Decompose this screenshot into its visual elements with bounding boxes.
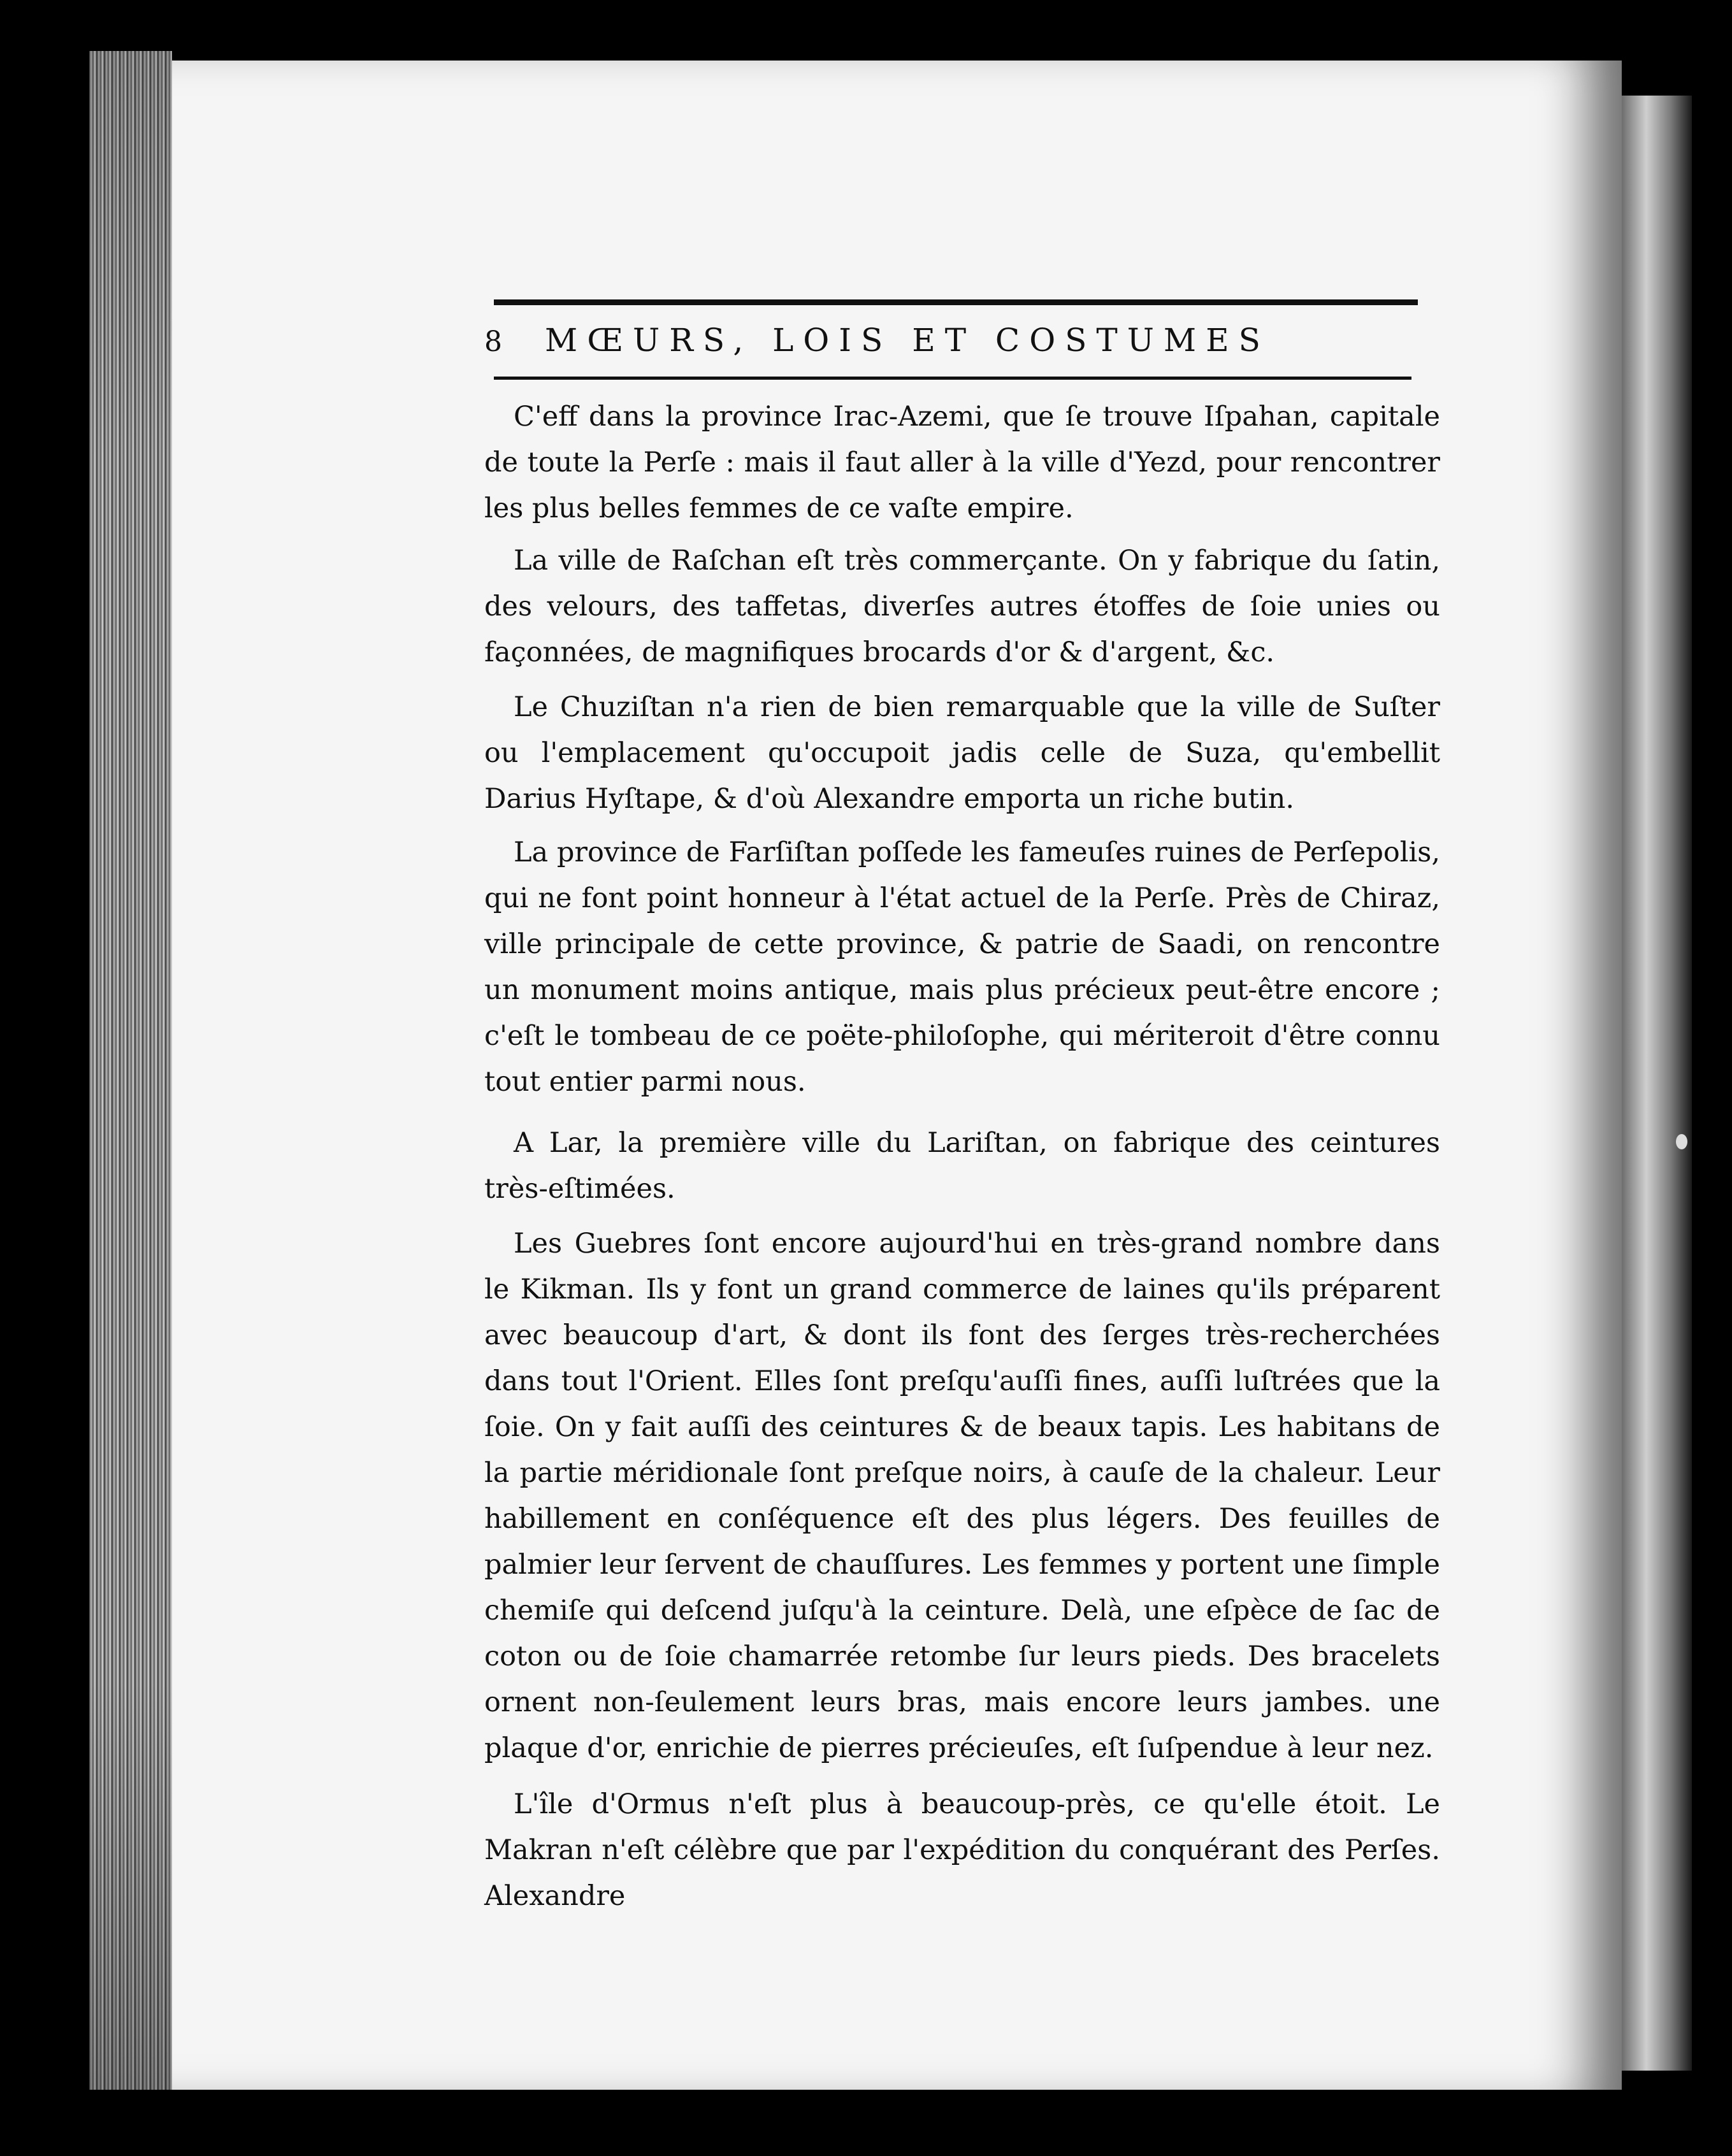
page-number: 8 [484,326,502,358]
page-edges-shadow [89,51,172,2090]
paragraph-lar: A Lar, la première ville du Lariſtan, on fabrique des ceintures très-eſtimées. [484,1127,1440,1205]
paper-spot [1676,1134,1687,1149]
paragraph-farsistan: La province de Farſiſtan poſſede les fameuſes ruines de Perſepolis, qui ne font point honneur à l'état actuel de la Perſe. Près de Chiraz, ville principale de cette province, & patrie de Saadi, on rencontre un monument moins antique, mais plus précieux peut-être encore ; c'eſt le tombeau de ce poëte-philoſophe, qui mériteroit d'être connu tout entier parmi nous. [484,837,1440,1098]
header-bottom-rule [494,377,1411,380]
body-text [484,394,1440,1919]
paragraph-ormus: L'île d'Ormus n'eſt plus à beaucoup-près, ce qu'elle étoit. Le Makran n'eſt célèbre que par l'expédition du conquérant des Perſes. Alexandre [484,1788,1440,1912]
paragraph-isfahan: C'eff dans la province Irac-Azemi, que ſe trouve Iſpahan, capitale de toute la Perſe : mais il faut aller à la ville d'Yezd, pour rencontrer les plus belles femmes de ce vaſte empire. [484,401,1440,524]
running-title: MŒURS, LOIS ET COSTUMES [545,322,1270,359]
next-page-edge [1622,96,1692,2071]
paragraph-guebres: Les Guebres ſont encore aujourd'hui en très-grand nombre dans le Kikman. Ils y font un grand commerce de laines qu'ils préparent avec beaucoup d'art, & dont ils font des ſerges très-recherchées dans tout l'Orient. Elles ſont preſqu'auſſi fines, auſſi luſtrées que la ſoie. On y fait auſſi des ceintures & de beaux tapis. Les habitans de la partie méridionale ſont preſque noirs, à cauſe de la chaleur. Leur habillement en conſéquence eſt des plus légers. Des feuilles de palmier leur ſervent de chauſſures. Les femmes y portent une ſimple chemiſe qui deſcend juſqu'à la ceinture. Delà, une eſpèce de ſac de coton ou de ſoie chamarrée retombe ſur leurs pieds. Des bracelets ornent non-ſeulement leurs bras, mais encore leurs jambes. une plaque d'or, enrichie de pierres précieuſes, eſt ſuſpendue à leur nez. [484,1228,1440,1764]
paragraph-raschan: La ville de Raſchan eſt très commerçante. On y fabrique du ſatin, des velours, des taffetas, diverſes autres étoffes de ſoie unies ou façonnées, de magnifiques brocards d'or & d'argent, &c. [484,545,1440,668]
paragraph-chuzistan: Le Chuziſtan n'a rien de bien remarquable que la ville de Suſter ou l'emplacement qu'occupoit jadis celle de Suza, qu'embellit Darius Hyſtape, & d'où Alexandre emporta un riche butin. [484,691,1440,815]
running-head [484,322,1440,360]
page-text-block [484,299,1440,1919]
header-top-rule [494,299,1418,305]
